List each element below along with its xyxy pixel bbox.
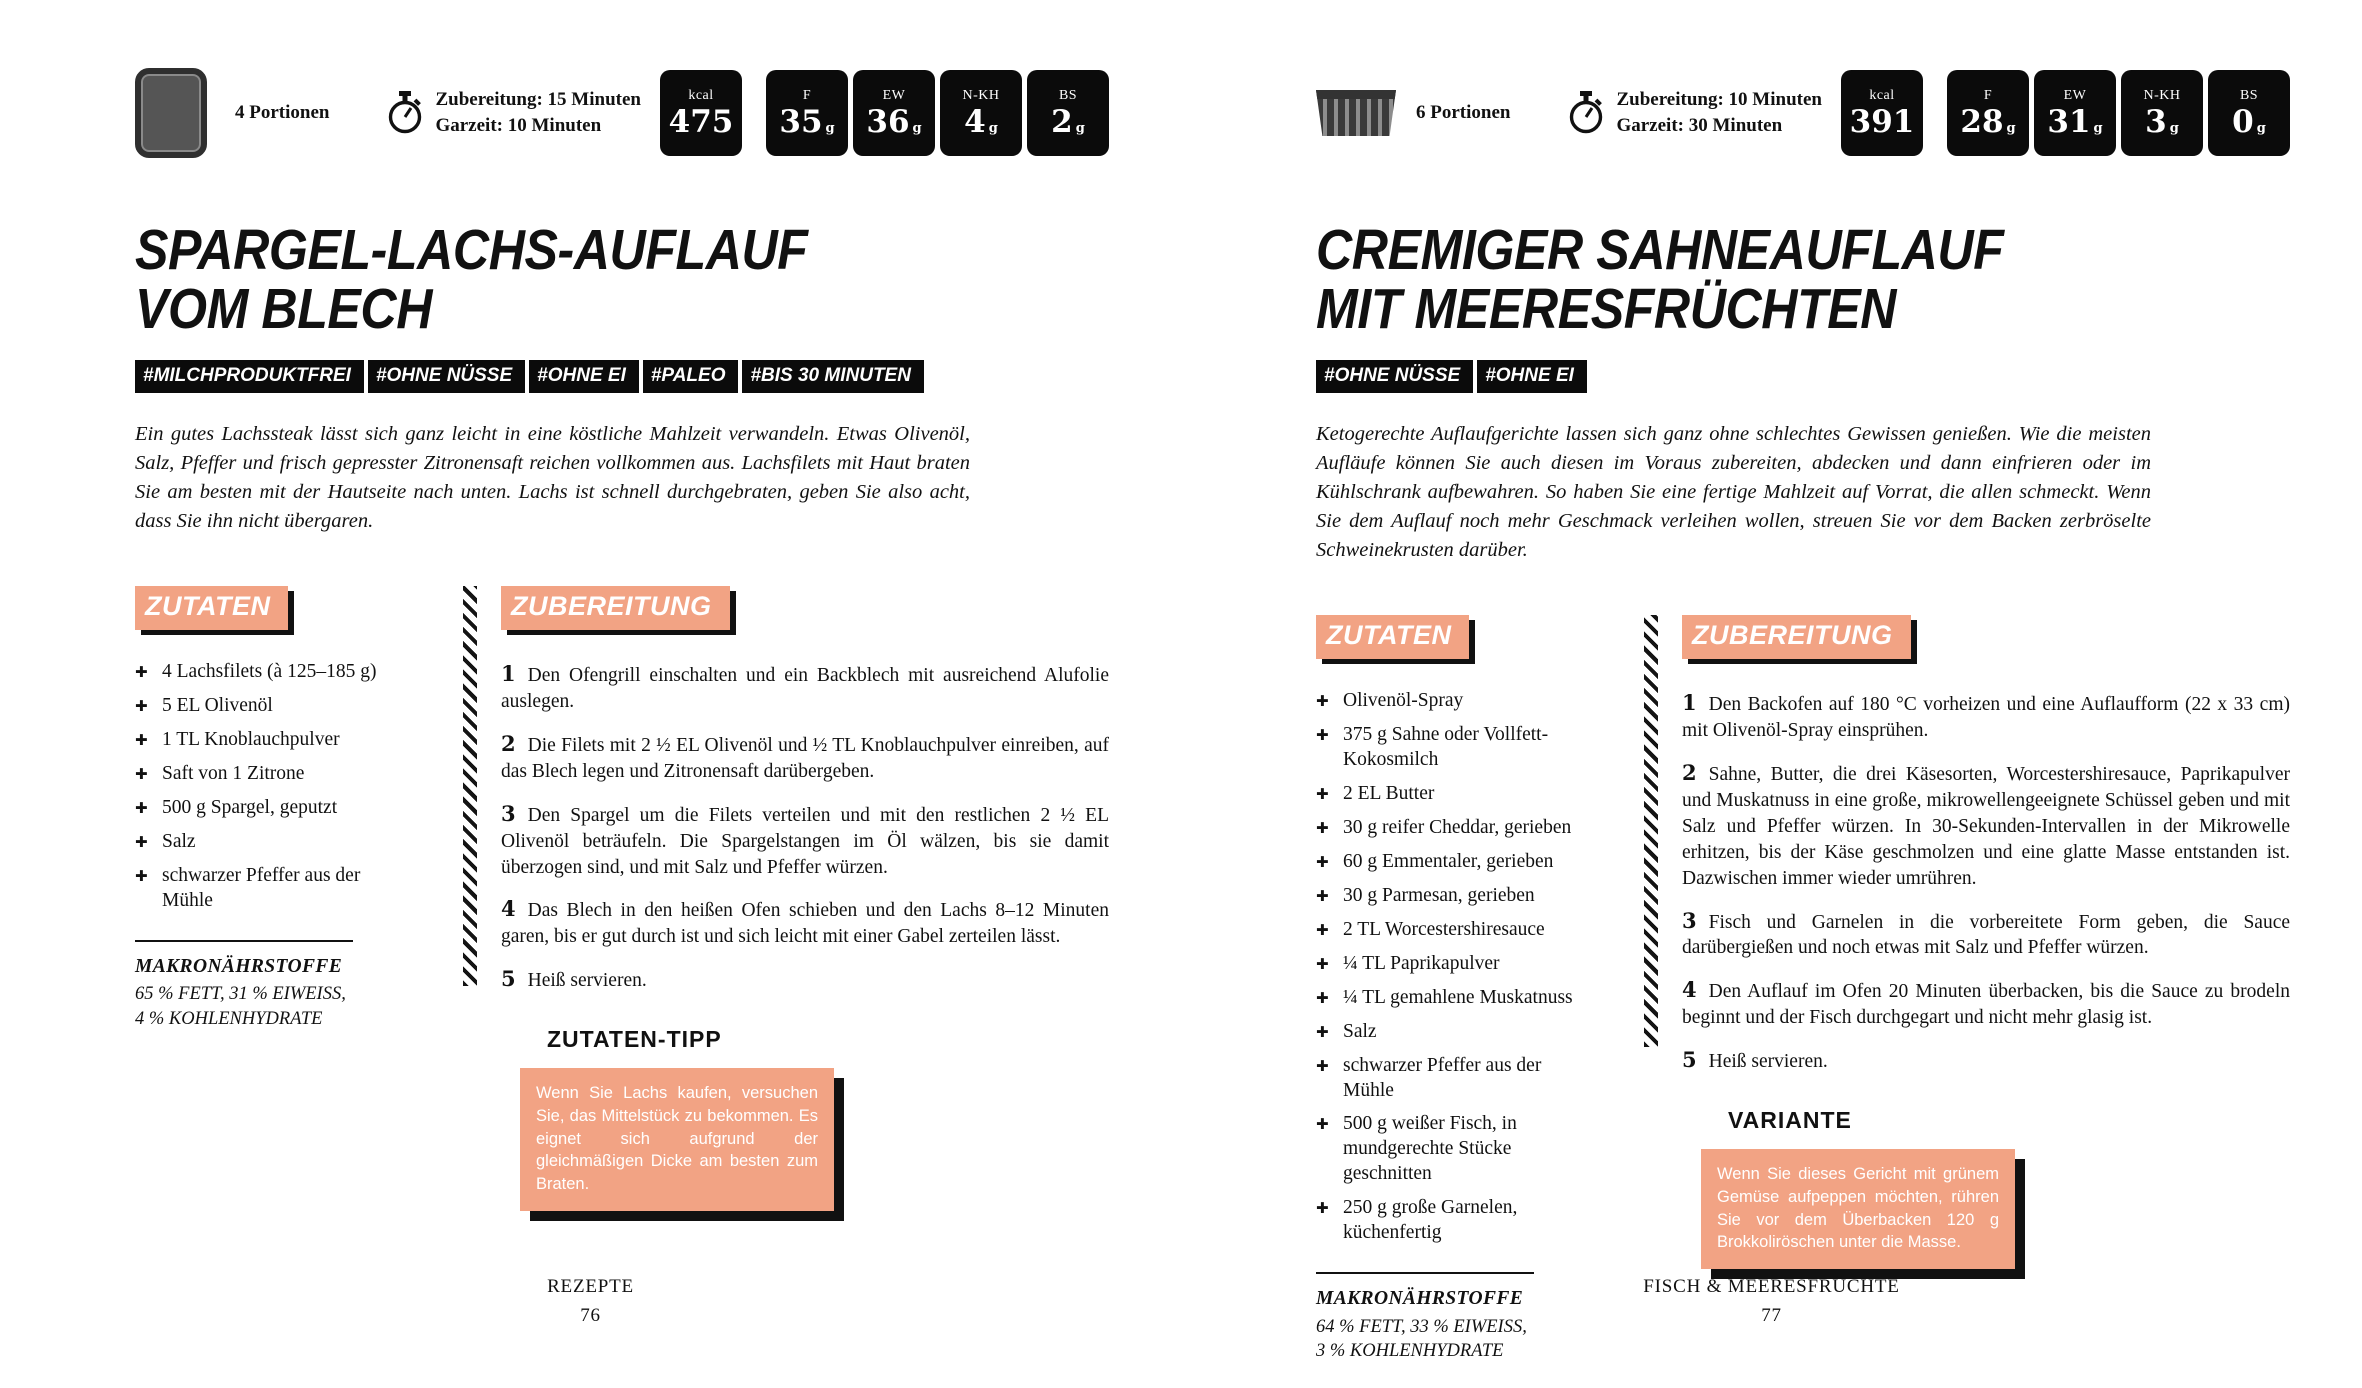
step-text: Heiß servieren. — [527, 970, 647, 992]
steps-list — [1682, 689, 2290, 1075]
hashtag-chip: #BIS 30 MINUTEN — [742, 360, 923, 393]
nutrition-badge-label: N-KH — [2143, 88, 2181, 103]
step-item — [1682, 907, 2290, 962]
nutrition-badge-label: BS — [2239, 88, 2259, 103]
ingredient-item — [135, 694, 403, 719]
ingredient-text: 60 g Emmentaler, gerieben — [1343, 850, 1554, 872]
nutrition-badge-unit: g — [2256, 121, 2266, 136]
time-info — [435, 87, 641, 138]
nutrition-badge-label: F — [1983, 88, 1993, 103]
prep-time: Zubereitung: 10 Minuten — [1616, 89, 1822, 111]
recipe-columns — [135, 586, 1109, 1211]
plus-bullet-icon: ✚ — [135, 696, 148, 715]
casserole-dish-icon — [1316, 90, 1396, 136]
footer-section-label: FISCH & MEERESFRÜCHTE — [1643, 1276, 1900, 1297]
step-number: 4 — [501, 896, 516, 922]
timer-group — [387, 87, 641, 138]
ingredient-item — [1316, 723, 1584, 773]
macro-heading: MAKRONÄHRSTOFFE — [135, 955, 343, 977]
macro-line2: 4 % KOHLENHYDRATE — [135, 1008, 323, 1029]
ingredient-item — [135, 660, 403, 685]
tip-section — [501, 1026, 1109, 1211]
nutrition-badge-value: 0 — [2232, 104, 2254, 140]
ingredients-list — [135, 660, 403, 914]
hashtag-chip: #OHNE EI — [1477, 360, 1587, 393]
steps-heading: ZUBEREITUNG — [501, 586, 730, 630]
ingredients-column — [135, 586, 403, 1031]
recipe-title-line1: CREMIGER SAHNEAUFLAUF — [1316, 218, 2004, 282]
ingredient-text: schwarzer Pfeffer aus der Mühle — [162, 864, 361, 911]
nutrition-badge — [1947, 70, 2029, 156]
plus-bullet-icon: ✚ — [1316, 988, 1329, 1007]
ingredients-list — [1316, 689, 1584, 1246]
intro-text: Ein gutes Lachssteak lässt sich ganz leicht in eine köstliche Mahlzeit verwandeln. Etwas Olivenöl, Salz, Pfeffer und frisch gepresster Zitronensaft reichen vollkommen aus. Lachsfilets mit Haut braten Sie am besten mit der Hautseite nach unten. Lachs ist schnell durchgebraten, geben Sie also acht, dass Sie ihn nicht übergaren. — [135, 422, 970, 532]
ingredient-item — [1316, 1020, 1584, 1045]
ingredient-item — [1316, 782, 1584, 807]
macro-heading: MAKRONÄHRSTOFFE — [1316, 1288, 1524, 1310]
step-number: 2 — [501, 730, 516, 756]
ingredient-item — [135, 830, 403, 855]
step-item — [1682, 1046, 2290, 1075]
recipe-title-line2: MIT MEERESFRÜCHTEN — [1316, 277, 1897, 342]
nutrition-badges — [1841, 70, 2290, 156]
nutrition-badge-unit: g — [825, 121, 835, 136]
dish-icon-wrap — [135, 68, 219, 158]
variant-section — [1682, 1107, 2290, 1269]
ingredient-text: Saft von 1 Zitrone — [162, 762, 305, 784]
macro-badge-group — [1947, 70, 2290, 156]
ingredients-heading: ZUTATEN — [1316, 615, 1469, 659]
ingredient-item — [1316, 850, 1584, 875]
timer-icon — [1568, 91, 1604, 135]
ingredient-text: 500 g weißer Fisch, in mundgerechte Stücke geschnitten — [1343, 1113, 1517, 1185]
cook-time: Garzeit: 30 Minuten — [1616, 115, 1783, 136]
plus-bullet-icon: ✚ — [1316, 1022, 1329, 1041]
kcal-value: 475 — [668, 104, 734, 140]
ingredient-item — [1316, 918, 1584, 943]
portions-label: 6 Portionen — [1416, 102, 1511, 123]
ingredient-text: 2 TL Worcestershiresauce — [1343, 918, 1545, 940]
step-number: 1 — [1682, 690, 1697, 716]
footer-section-label: REZEPTE — [547, 1276, 634, 1297]
nutrition-badge-label: N-KH — [962, 88, 1000, 103]
ingredient-item — [135, 728, 403, 753]
time-info — [1616, 87, 1822, 138]
hatched-divider — [463, 586, 477, 986]
step-number: 4 — [1682, 977, 1697, 1003]
step-item — [1682, 689, 2290, 744]
recipe-columns — [1316, 615, 2290, 1364]
step-text: Heiß servieren. — [1708, 1051, 1828, 1073]
nutrition-badge-unit: g — [2006, 121, 2016, 136]
step-number: 2 — [1682, 759, 1697, 785]
nutrition-badge — [1027, 70, 1109, 156]
ingredient-text: 4 Lachsfilets (à 125–185 g) — [162, 660, 377, 682]
plus-bullet-icon: ✚ — [135, 662, 148, 681]
timer-group — [1568, 87, 1822, 138]
ingredient-item — [135, 762, 403, 787]
ingredient-text: 5 EL Olivenöl — [162, 694, 273, 716]
step-item — [1682, 976, 2290, 1031]
ingredient-item — [1316, 1054, 1584, 1104]
ingredient-text: 30 g reifer Cheddar, gerieben — [1343, 816, 1572, 838]
hashtag-chip: #OHNE NÜSSE — [368, 360, 525, 393]
kcal-label: kcal — [688, 88, 714, 103]
steps-list — [501, 660, 1109, 994]
kcal-label: kcal — [1869, 88, 1895, 103]
step-text: Den Backofen auf 180 °C vorheizen und eine Auflaufform (22 x 33 cm) mit Olivenöl-Spray einsprühen. — [1682, 694, 2290, 741]
step-item — [1682, 759, 2290, 892]
ingredients-heading: ZUTATEN — [135, 586, 288, 630]
step-text: Sahne, Butter, die drei Käsesorten, Worcestershiresauce, Paprikapulver und Muskatnuss in eine große, mikrowellengeeignete Schüssel geben und mit Salz und Pfeffer würzen. In 30-Sekunden-Intervallen in der Mikrowelle erhitzen, bis der Käse geschmolzen und eine glatte Masse entstanden ist. Dazwischen immer wieder umrühren. — [1682, 763, 2290, 889]
ingredient-text: ¼ TL gemahlene Muskatnuss — [1343, 986, 1573, 1008]
plus-bullet-icon: ✚ — [1316, 1056, 1329, 1075]
nutrition-badge — [853, 70, 935, 156]
recipe-title — [135, 218, 1109, 342]
variant-heading: VARIANTE — [1728, 1107, 1852, 1134]
nutrition-badge — [940, 70, 1022, 156]
ingredient-text: 250 g große Garnelen, küchenfertig — [1343, 1197, 1518, 1244]
step-item — [501, 660, 1109, 715]
macronutrients-block — [135, 940, 353, 1032]
ingredient-text: 375 g Sahne oder Vollfett-Kokosmilch — [1343, 724, 1549, 770]
prep-time: Zubereitung: 15 Minuten — [435, 89, 641, 111]
macro-badge-group — [766, 70, 1109, 156]
step-text: Den Spargel um die Filets verteilen und mit den restlichen 2 ½ EL Olivenöl beträufeln. Die Spargelstangen im Öl wälzen, bis sie damit überzogen sind, und mit Salz und Pfeffer würzen. — [501, 804, 1109, 878]
step-item — [501, 800, 1109, 881]
page-footer — [0, 1273, 1181, 1330]
hashtag-chip: #MILCHPRODUKTFREI — [135, 360, 364, 393]
nutrition-badge-unit: g — [912, 121, 922, 136]
variant-box: Wenn Sie dieses Gericht mit grünem Gemüse aufpeppen möchten, rühren Sie vor dem Überbacken 120 g Brokkoliröschen unter die Masse. — [1701, 1149, 2015, 1269]
ingredient-item — [1316, 986, 1584, 1011]
tip-heading: ZUTATEN-TIPP — [547, 1026, 722, 1053]
plus-bullet-icon: ✚ — [135, 764, 148, 783]
macro-line2: 3 % KOHLENHYDRATE — [1316, 1341, 1504, 1362]
intro-text: Ketogerechte Auflaufgerichte lassen sich ganz ohne schlechtes Gewissen genießen. Wie die meisten Aufläufe können Sie auch diesen im Voraus zubereiten, abdecken und dann einfrieren oder im Kühlschrank aufbewahren. So haben Sie eine fertige Mahlzeit auf Vorrat, die allen schmeckt. Wenn Sie dem Auflauf noch mehr Geschmack verleihen wollen, streuen Sie vor dem Backen zerbröselte Schweinekrusten darüber. — [1316, 422, 2151, 561]
nutrition-badge-label: EW — [2063, 88, 2087, 103]
nutrition-badge — [2208, 70, 2290, 156]
recipe-meta-header — [135, 65, 1109, 161]
hashtag-chip: #OHNE NÜSSE — [1316, 360, 1473, 393]
step-item — [501, 965, 1109, 994]
step-number: 3 — [1682, 907, 1697, 933]
recipe-meta-header — [1316, 65, 2290, 161]
nutrition-badge-unit: g — [1075, 121, 1085, 136]
ingredient-text: ¼ TL Paprikapulver — [1343, 952, 1500, 974]
recipe-title — [1316, 218, 2290, 342]
hashtag-chip: #PALEO — [643, 360, 739, 393]
ingredients-column — [1316, 615, 1584, 1364]
plus-bullet-icon: ✚ — [135, 832, 148, 851]
steps-column — [1682, 615, 2290, 1269]
ingredient-item — [135, 864, 403, 914]
plus-bullet-icon: ✚ — [1316, 784, 1329, 803]
ingredient-item — [1316, 884, 1584, 909]
page-number: 77 — [1761, 1304, 1782, 1326]
plus-bullet-icon: ✚ — [1316, 818, 1329, 837]
ingredient-item — [1316, 952, 1584, 977]
plus-bullet-icon: ✚ — [1316, 886, 1329, 905]
nutrition-badge-value: 3 — [2145, 104, 2167, 140]
nutrition-badge — [2034, 70, 2116, 156]
nutrition-badge-label: F — [802, 88, 812, 103]
hashtag-chip: #OHNE EI — [529, 360, 639, 393]
step-text: Die Filets mit 2 ½ EL Olivenöl und ½ TL Knoblauchpulver einreiben, auf das Blech legen und Zitronensaft darübergeben. — [501, 734, 1109, 782]
recipe-title-line1: SPARGEL-LACHS-AUFLAUF — [135, 218, 808, 282]
ingredient-text: 30 g Parmesan, gerieben — [1343, 884, 1535, 906]
nutrition-badge-label: BS — [1058, 88, 1078, 103]
nutrition-badge-value: 4 — [964, 104, 986, 140]
dish-icon-wrap — [1316, 90, 1400, 136]
nutrition-badge-unit: g — [988, 121, 998, 136]
tip-box: Wenn Sie Lachs kaufen, versuchen Sie, das Mittelstück zu bekommen. Es eignet sich aufgrund der gleichmäßigen Dicke am besten zum Braten. — [520, 1068, 834, 1211]
step-text: Den Auflauf im Ofen 20 Minuten überbacken, bis die Sauce zu brodeln beginnt und der Fisch durchgegart und nicht mehr glasig ist. — [1682, 981, 2290, 1029]
ingredient-text: 500 g Spargel, geputzt — [162, 796, 338, 818]
plus-bullet-icon: ✚ — [1316, 726, 1329, 745]
macro-line1: 65 % FETT, 31 % EIWEISS, — [135, 984, 346, 1005]
step-text: Den Ofengrill einschalten und ein Backblech mit ausreichend Alufolie auslegen. — [501, 664, 1109, 712]
ingredient-item — [135, 796, 403, 821]
ingredient-text: Salz — [162, 830, 196, 852]
kcal-badge — [660, 70, 742, 156]
ingredient-item — [1316, 1196, 1584, 1246]
ingredient-text: Olivenöl-Spray — [1343, 690, 1464, 712]
sheet-pan-icon — [135, 68, 207, 158]
plus-bullet-icon: ✚ — [135, 730, 148, 749]
timer-icon — [387, 91, 423, 135]
page-number: 76 — [580, 1304, 601, 1326]
ingredient-item — [1316, 816, 1584, 841]
ingredient-text: schwarzer Pfeffer aus der Mühle — [1343, 1054, 1542, 1101]
ingredient-item — [1316, 689, 1584, 714]
step-number: 5 — [501, 966, 516, 992]
nutrition-badge — [2121, 70, 2203, 156]
plus-bullet-icon: ✚ — [1316, 1115, 1329, 1134]
plus-bullet-icon: ✚ — [135, 866, 148, 885]
nutrition-badge-value: 31 — [2047, 104, 2091, 140]
kcal-value: 391 — [1849, 104, 1915, 140]
step-text: Fisch und Garnelen in die vorbereitete Form geben, die Sauce darübergießen und noch etwas mit Salz und Pfeffer würzen. — [1682, 911, 2290, 959]
portions-label: 4 Portionen — [235, 102, 330, 123]
step-text: Das Blech in den heißen Ofen schieben und den Lachs 8–12 Minuten garen, bis er gut durch ist und sich leicht mit einer Gabel zerteilen lässt. — [501, 900, 1109, 948]
nutrition-badge-value: 28 — [1960, 104, 2004, 140]
plus-bullet-icon: ✚ — [1316, 1199, 1329, 1218]
hatched-divider — [1644, 615, 1658, 1047]
nutrition-badge — [766, 70, 848, 156]
macro-line1: 64 % FETT, 33 % EIWEISS, — [1316, 1316, 1527, 1337]
nutrition-badge-value: 35 — [779, 104, 823, 140]
kcal-badge — [1841, 70, 1923, 156]
ingredient-item — [1316, 1112, 1584, 1187]
recipe-title-line2: VOM BLECH — [135, 277, 432, 342]
nutrition-badge-unit: g — [2093, 121, 2103, 136]
step-number: 3 — [501, 800, 516, 826]
step-item — [501, 895, 1109, 950]
nutrition-badge-value: 2 — [1051, 104, 1073, 140]
plus-bullet-icon: ✚ — [1316, 852, 1329, 871]
plus-bullet-icon: ✚ — [1316, 692, 1329, 711]
plus-bullet-icon: ✚ — [135, 798, 148, 817]
recipe-page-right — [1181, 0, 2362, 1388]
nutrition-badge-value: 36 — [866, 104, 910, 140]
steps-column — [501, 586, 1109, 1211]
page-footer — [1181, 1273, 2362, 1330]
ingredient-text: Salz — [1343, 1020, 1377, 1042]
hashtag-bar — [135, 360, 1109, 393]
ingredient-text: 2 EL Butter — [1343, 782, 1435, 804]
hashtag-bar — [1316, 360, 2290, 393]
steps-heading: ZUBEREITUNG — [1682, 615, 1911, 659]
step-number: 1 — [501, 660, 516, 686]
step-item — [501, 730, 1109, 785]
step-number: 5 — [1682, 1047, 1697, 1073]
plus-bullet-icon: ✚ — [1316, 920, 1329, 939]
plus-bullet-icon: ✚ — [1316, 954, 1329, 973]
nutrition-badges — [660, 70, 1109, 156]
cook-time: Garzeit: 10 Minuten — [435, 115, 602, 136]
nutrition-badge-unit: g — [2169, 121, 2179, 136]
nutrition-badge-label: EW — [882, 88, 906, 103]
ingredient-text: 1 TL Knoblauchpulver — [162, 728, 340, 750]
